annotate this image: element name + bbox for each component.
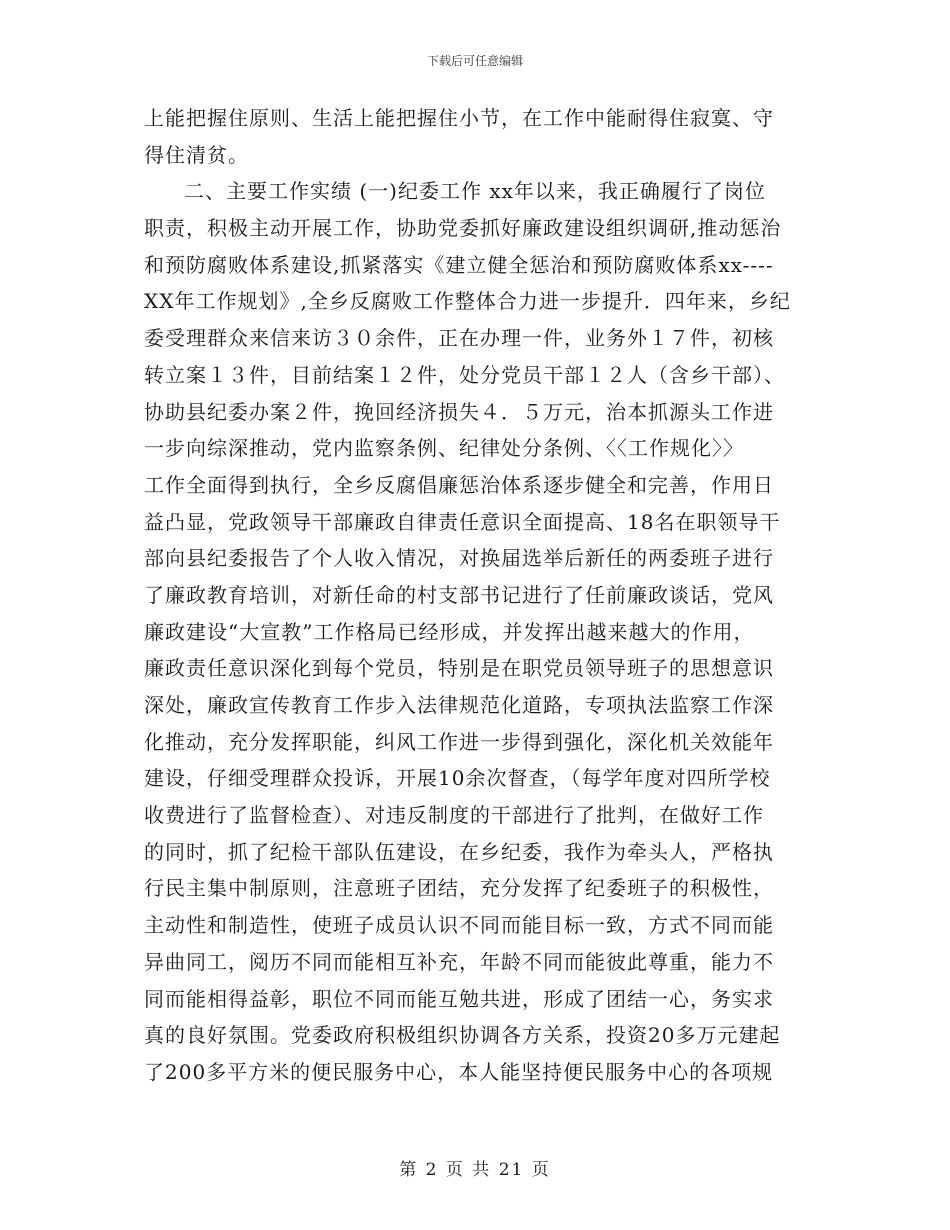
body-line: 工作全面得到执行，全乡反腐倡廉惩治体系逐步健全和完善，作用日 xyxy=(144,472,774,497)
body-line: 委受理群众来信来访３０余件，正在办理一件，业务外１７件，初核 xyxy=(144,326,774,351)
body-line: 了廉政教育培训，对新任命的村支部书记进行了任前廉政谈话，党风 xyxy=(144,582,774,607)
page-header: 下载后可任意编辑 xyxy=(426,54,523,68)
body-line: 深处，廉政宣传教育工作步入法律规范化道路，专项执法监察工作深 xyxy=(144,693,774,717)
body-line: 廉政建设“大宣教”工作格局已经形成，并发挥出越来越大的作用， xyxy=(144,619,755,644)
body-line: 和预防腐败体系建设,抓紧落实《建立健全惩治和预防腐败体系xx---- xyxy=(144,252,774,277)
body-line: 主动性和制造性，使班子成员认识不同而能目标一致，方式不同而能 xyxy=(144,913,774,938)
body-line: 益凸显，党政领导干部廉政自律责任意识全面提高、18名在职领导干 xyxy=(144,509,781,534)
body-line: 廉政责任意识深化到每个党员，特别是在职党员领导班子的思想意识 xyxy=(144,656,774,681)
paragraph-start-line: 二、主要工作实绩 (一)纪委工作 xx年以来，我正确履行了岗位 xyxy=(184,179,766,204)
body-line: 转立案１３件，目前结案１２件，处分党员干部１２人（含乡干部）、 xyxy=(144,362,785,387)
body-line: 化推动，充分发挥职能，纠风工作进一步得到强化，深化机关效能年 xyxy=(144,729,774,754)
document-body xyxy=(144,100,809,1091)
body-line: 一步向综深推动，党内监察条例、纪律处分条例、〈〈工作规化〉〉 xyxy=(144,436,744,461)
body-line: 职责，积极主动开展工作，协助党委抓好廉政建设组织调研,推动惩治 xyxy=(144,216,782,241)
body-line: 了200多平方米的便民服务中心，本人能坚持便民服务中心的各项规 xyxy=(144,1059,774,1084)
body-line: 得住清贫。 xyxy=(144,142,249,167)
body-line: 真的良好氛围。党委政府积极组织协调各方关系，投资20多万元建起 xyxy=(144,1023,781,1048)
body-line: 的同时，抓了纪检干部队伍建设，在乡纪委，我作为牵头人，严格执 xyxy=(144,839,774,864)
body-line: 协助县纪委办案２件，挽回经济损失４．５万元，治本抓源头工作进 xyxy=(144,399,774,424)
body-line: 异曲同工，阅历不同而能相互补充，年龄不同而能彼此尊重，能力不 xyxy=(144,949,774,974)
body-line: 同而能相得益彰，职位不同而能互勉共进，形成了团结一心，务实求 xyxy=(144,986,774,1011)
body-line: XX年工作规划》,全乡反腐败工作整体合力进一步提升．四年来，乡纪 xyxy=(144,289,791,314)
body-line: 建设，仔细受理群众投诉，开展10余次督查，（每学年度对四所学校 xyxy=(144,766,771,791)
body-line: 上能把握住原则、生活上能把握住小节，在工作中能耐得住寂寞、守 xyxy=(144,106,774,130)
body-line: 行民主集中制原则，注意班子团结，充分发挥了纪委班子的积极性， xyxy=(144,876,774,901)
body-line: 收费进行了监督检查）、对违反制度的干部进行了批判，在做好工作 xyxy=(144,803,764,828)
body-line: 部向县纪委报告了个人收入情况，对换届选举后新任的两委班子进行 xyxy=(144,546,774,571)
page-number-footer: 第 2 页 共 21 页 xyxy=(399,1160,551,1180)
